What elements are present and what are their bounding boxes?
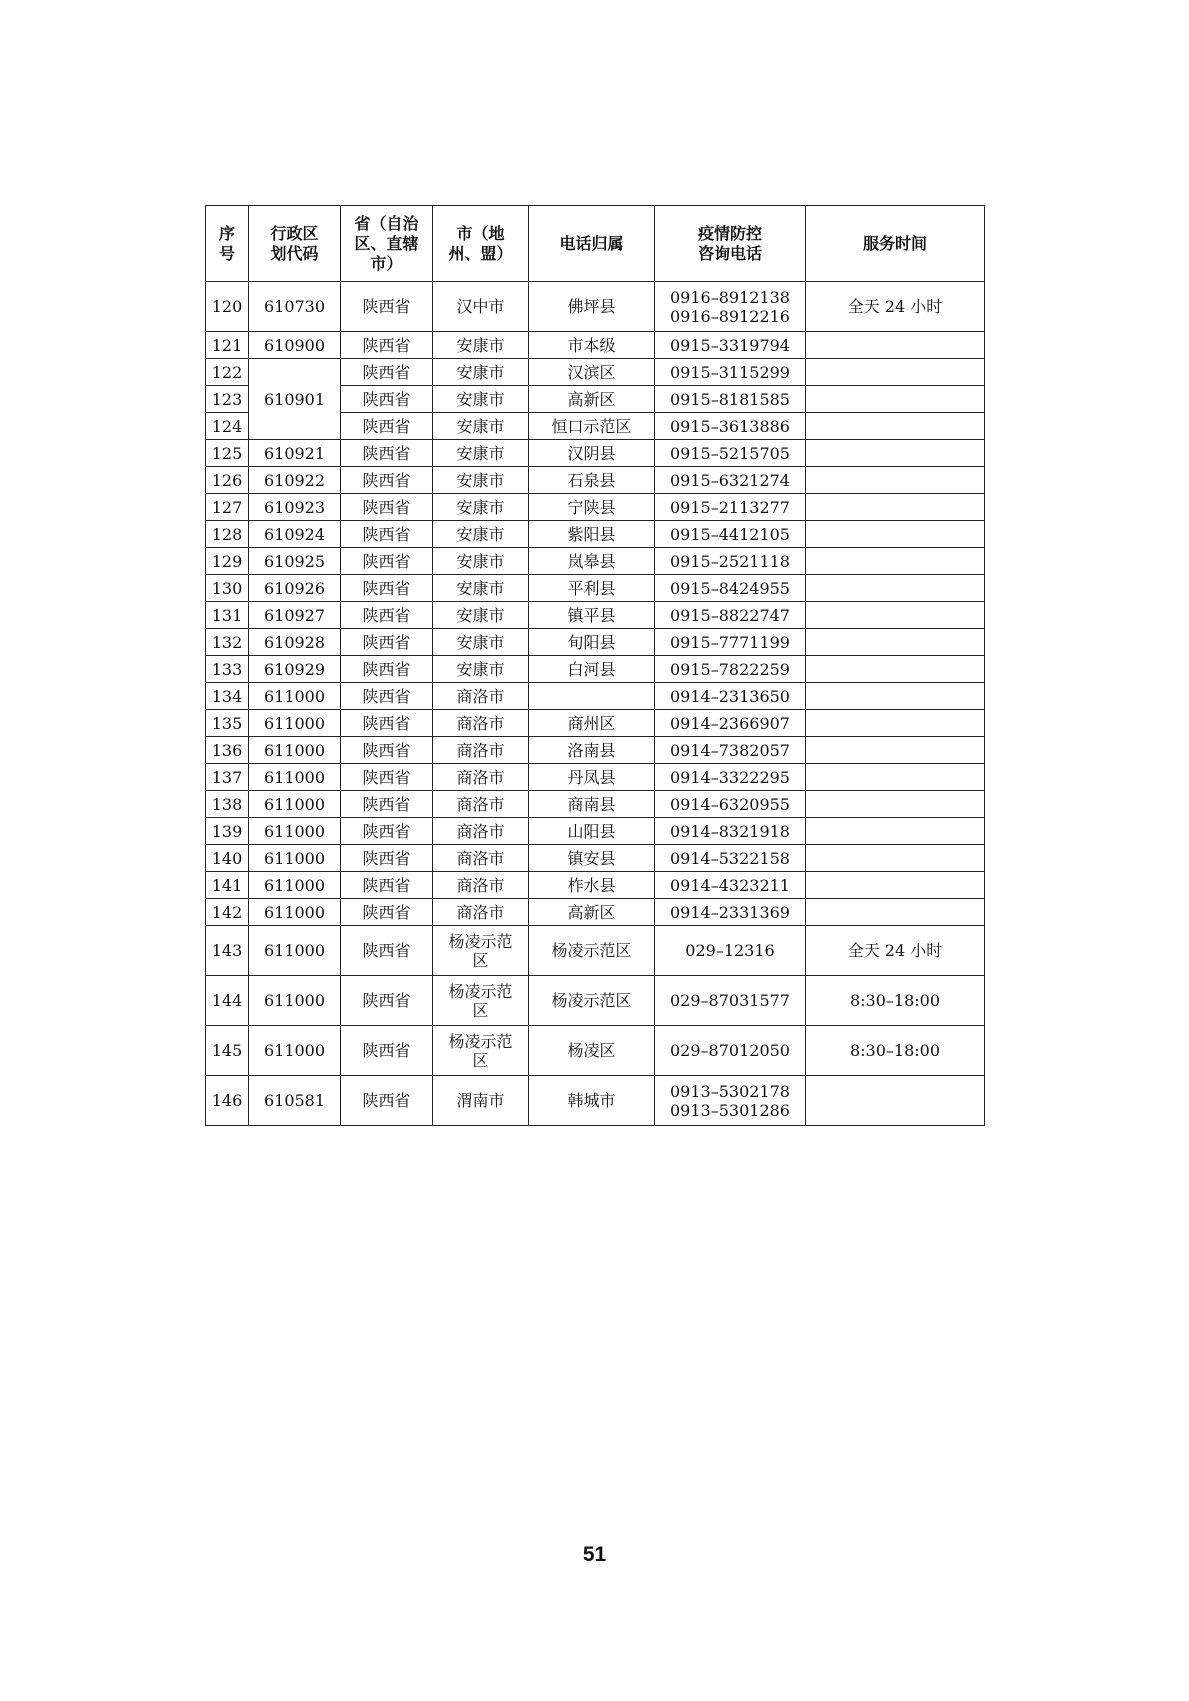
table-row bbox=[206, 791, 985, 818]
cell-hotline: 0914–2313650 bbox=[655, 683, 806, 710]
cell-phone-area: 高新区 bbox=[529, 386, 655, 413]
cell-city: 安康市 bbox=[433, 521, 529, 548]
cell-province: 陕西省 bbox=[341, 710, 433, 737]
cell-index: 125 bbox=[206, 440, 249, 467]
cell-phone-area: 镇安县 bbox=[529, 845, 655, 872]
cell-index: 122 bbox=[206, 359, 249, 386]
cell-hotline: 0914–7382057 bbox=[655, 737, 806, 764]
table-row bbox=[206, 737, 985, 764]
cell-hotline: 0914–5322158 bbox=[655, 845, 806, 872]
cell-service-hours bbox=[806, 710, 985, 737]
cell-city: 商洛市 bbox=[433, 737, 529, 764]
contact-table-container bbox=[205, 205, 985, 1126]
table-body bbox=[206, 282, 985, 1126]
cell-city: 商洛市 bbox=[433, 791, 529, 818]
cell-index: 128 bbox=[206, 521, 249, 548]
cell-region-code: 610901 bbox=[249, 359, 341, 440]
cell-service-hours: 全天 24 小时 bbox=[806, 926, 985, 976]
cell-phone-area: 汉阴县 bbox=[529, 440, 655, 467]
table-row bbox=[206, 710, 985, 737]
header-index: 序 号 bbox=[206, 206, 249, 282]
cell-index: 123 bbox=[206, 386, 249, 413]
table-row bbox=[206, 521, 985, 548]
table-row bbox=[206, 872, 985, 899]
cell-province: 陕西省 bbox=[341, 656, 433, 683]
cell-service-hours bbox=[806, 683, 985, 710]
cell-region-code: 610581 bbox=[249, 1076, 341, 1126]
cell-phone-area: 韩城市 bbox=[529, 1076, 655, 1126]
cell-province: 陕西省 bbox=[341, 764, 433, 791]
cell-phone-area: 商州区 bbox=[529, 710, 655, 737]
cell-province: 陕西省 bbox=[341, 737, 433, 764]
table-row bbox=[206, 575, 985, 602]
cell-phone-area: 洛南县 bbox=[529, 737, 655, 764]
cell-index: 131 bbox=[206, 602, 249, 629]
cell-index: 132 bbox=[206, 629, 249, 656]
cell-region-code: 611000 bbox=[249, 872, 341, 899]
cell-service-hours: 8:30–18:00 bbox=[806, 1026, 985, 1076]
cell-phone-area: 石泉县 bbox=[529, 467, 655, 494]
table-row bbox=[206, 818, 985, 845]
cell-phone-area: 市本级 bbox=[529, 332, 655, 359]
cell-service-hours bbox=[806, 629, 985, 656]
cell-service-hours bbox=[806, 494, 985, 521]
cell-service-hours bbox=[806, 521, 985, 548]
cell-index: 138 bbox=[206, 791, 249, 818]
cell-index: 129 bbox=[206, 548, 249, 575]
cell-city: 安康市 bbox=[433, 467, 529, 494]
cell-province: 陕西省 bbox=[341, 845, 433, 872]
cell-hotline: 0915–5215705 bbox=[655, 440, 806, 467]
table-row bbox=[206, 1026, 985, 1076]
cell-hotline: 0915–3613886 bbox=[655, 413, 806, 440]
cell-phone-area: 岚皋县 bbox=[529, 548, 655, 575]
cell-region-code: 610927 bbox=[249, 602, 341, 629]
cell-province: 陕西省 bbox=[341, 386, 433, 413]
cell-province: 陕西省 bbox=[341, 1026, 433, 1076]
cell-province: 陕西省 bbox=[341, 359, 433, 386]
cell-city: 商洛市 bbox=[433, 845, 529, 872]
cell-hotline: 0915–8424955 bbox=[655, 575, 806, 602]
cell-index: 121 bbox=[206, 332, 249, 359]
cell-region-code: 610923 bbox=[249, 494, 341, 521]
cell-city: 安康市 bbox=[433, 386, 529, 413]
cell-phone-area: 宁陕县 bbox=[529, 494, 655, 521]
cell-region-code: 610926 bbox=[249, 575, 341, 602]
cell-phone-area: 紫阳县 bbox=[529, 521, 655, 548]
cell-city: 安康市 bbox=[433, 602, 529, 629]
cell-hotline: 0914–8321918 bbox=[655, 818, 806, 845]
table-row bbox=[206, 602, 985, 629]
page-number: 51 bbox=[582, 1543, 607, 1566]
cell-index: 135 bbox=[206, 710, 249, 737]
cell-index: 140 bbox=[206, 845, 249, 872]
cell-phone-area: 恒口示范区 bbox=[529, 413, 655, 440]
cell-hotline: 0915–2521118 bbox=[655, 548, 806, 575]
cell-service-hours bbox=[806, 440, 985, 467]
cell-hotline: 0915–7822259 bbox=[655, 656, 806, 683]
header-service-hours: 服务时间 bbox=[806, 206, 985, 282]
cell-region-code: 610928 bbox=[249, 629, 341, 656]
cell-service-hours bbox=[806, 899, 985, 926]
cell-index: 134 bbox=[206, 683, 249, 710]
cell-city: 杨凌示范 区 bbox=[433, 926, 529, 976]
table-row bbox=[206, 976, 985, 1026]
cell-hotline: 0915–6321274 bbox=[655, 467, 806, 494]
cell-region-code: 611000 bbox=[249, 737, 341, 764]
cell-city: 汉中市 bbox=[433, 282, 529, 332]
table-row bbox=[206, 764, 985, 791]
cell-index: 146 bbox=[206, 1076, 249, 1126]
cell-region-code: 610925 bbox=[249, 548, 341, 575]
table-row bbox=[206, 656, 985, 683]
table-row bbox=[206, 440, 985, 467]
cell-service-hours bbox=[806, 548, 985, 575]
cell-city: 安康市 bbox=[433, 413, 529, 440]
cell-city: 安康市 bbox=[433, 440, 529, 467]
cell-province: 陕西省 bbox=[341, 332, 433, 359]
cell-phone-area: 柞水县 bbox=[529, 872, 655, 899]
cell-province: 陕西省 bbox=[341, 791, 433, 818]
cell-province: 陕西省 bbox=[341, 575, 433, 602]
cell-province: 陕西省 bbox=[341, 413, 433, 440]
cell-city: 商洛市 bbox=[433, 872, 529, 899]
table-row bbox=[206, 494, 985, 521]
cell-hotline: 0914–4323211 bbox=[655, 872, 806, 899]
cell-city: 商洛市 bbox=[433, 818, 529, 845]
cell-province: 陕西省 bbox=[341, 926, 433, 976]
cell-region-code: 610929 bbox=[249, 656, 341, 683]
cell-service-hours bbox=[806, 602, 985, 629]
epidemic-hotline-table bbox=[205, 205, 985, 1126]
cell-hotline: 0914–3322295 bbox=[655, 764, 806, 791]
cell-region-code: 610900 bbox=[249, 332, 341, 359]
cell-phone-area: 汉滨区 bbox=[529, 359, 655, 386]
cell-index: 124 bbox=[206, 413, 249, 440]
cell-city: 杨凌示范 区 bbox=[433, 1026, 529, 1076]
cell-phone-area: 旬阳县 bbox=[529, 629, 655, 656]
cell-service-hours: 8:30–18:00 bbox=[806, 976, 985, 1026]
table-row bbox=[206, 467, 985, 494]
table-row bbox=[206, 629, 985, 656]
table-row bbox=[206, 332, 985, 359]
cell-phone-area: 杨凌示范区 bbox=[529, 926, 655, 976]
cell-index: 141 bbox=[206, 872, 249, 899]
cell-hotline: 029–12316 bbox=[655, 926, 806, 976]
cell-index: 130 bbox=[206, 575, 249, 602]
cell-phone-area: 丹凤县 bbox=[529, 764, 655, 791]
cell-city: 商洛市 bbox=[433, 899, 529, 926]
cell-city: 商洛市 bbox=[433, 764, 529, 791]
cell-index: 144 bbox=[206, 976, 249, 1026]
cell-index: 137 bbox=[206, 764, 249, 791]
table-row bbox=[206, 1076, 985, 1126]
table-row bbox=[206, 845, 985, 872]
cell-hotline: 0916–8912138 0916–8912216 bbox=[655, 282, 806, 332]
cell-city: 杨凌示范 区 bbox=[433, 976, 529, 1026]
cell-region-code: 611000 bbox=[249, 1026, 341, 1076]
cell-province: 陕西省 bbox=[341, 548, 433, 575]
cell-hotline: 029–87012050 bbox=[655, 1026, 806, 1076]
cell-province: 陕西省 bbox=[341, 899, 433, 926]
cell-region-code: 611000 bbox=[249, 791, 341, 818]
cell-province: 陕西省 bbox=[341, 602, 433, 629]
cell-index: 143 bbox=[206, 926, 249, 976]
cell-province: 陕西省 bbox=[341, 976, 433, 1026]
cell-region-code: 611000 bbox=[249, 899, 341, 926]
cell-city: 安康市 bbox=[433, 575, 529, 602]
table-row bbox=[206, 548, 985, 575]
cell-province: 陕西省 bbox=[341, 440, 433, 467]
table-row bbox=[206, 899, 985, 926]
cell-city: 渭南市 bbox=[433, 1076, 529, 1126]
cell-region-code: 611000 bbox=[249, 683, 341, 710]
cell-hotline: 0915–3115299 bbox=[655, 359, 806, 386]
cell-region-code: 610924 bbox=[249, 521, 341, 548]
cell-city: 安康市 bbox=[433, 548, 529, 575]
cell-service-hours bbox=[806, 818, 985, 845]
cell-province: 陕西省 bbox=[341, 872, 433, 899]
cell-service-hours bbox=[806, 575, 985, 602]
table-row bbox=[206, 683, 985, 710]
header-hotline: 疫情防控 咨询电话 bbox=[655, 206, 806, 282]
cell-phone-area: 高新区 bbox=[529, 899, 655, 926]
cell-hotline: 0915–3319794 bbox=[655, 332, 806, 359]
cell-region-code: 610921 bbox=[249, 440, 341, 467]
cell-phone-area: 杨凌示范区 bbox=[529, 976, 655, 1026]
cell-phone-area: 商南县 bbox=[529, 791, 655, 818]
cell-region-code: 611000 bbox=[249, 926, 341, 976]
cell-service-hours bbox=[806, 764, 985, 791]
header-phone-area: 电话归属 bbox=[529, 206, 655, 282]
cell-service-hours bbox=[806, 467, 985, 494]
cell-phone-area: 镇平县 bbox=[529, 602, 655, 629]
cell-province: 陕西省 bbox=[341, 818, 433, 845]
cell-region-code: 610730 bbox=[249, 282, 341, 332]
cell-index: 133 bbox=[206, 656, 249, 683]
cell-phone-area: 佛坪县 bbox=[529, 282, 655, 332]
header-region-code: 行政区 划代码 bbox=[249, 206, 341, 282]
cell-service-hours bbox=[806, 872, 985, 899]
table-row bbox=[206, 926, 985, 976]
cell-index: 127 bbox=[206, 494, 249, 521]
cell-hotline: 0915–7771199 bbox=[655, 629, 806, 656]
cell-province: 陕西省 bbox=[341, 629, 433, 656]
cell-hotline: 0913–5302178 0913–5301286 bbox=[655, 1076, 806, 1126]
cell-region-code: 611000 bbox=[249, 818, 341, 845]
cell-hotline: 0915–8822747 bbox=[655, 602, 806, 629]
cell-region-code: 611000 bbox=[249, 976, 341, 1026]
cell-index: 136 bbox=[206, 737, 249, 764]
cell-service-hours: 全天 24 小时 bbox=[806, 282, 985, 332]
cell-phone-area: 山阳县 bbox=[529, 818, 655, 845]
cell-province: 陕西省 bbox=[341, 1076, 433, 1126]
cell-city: 安康市 bbox=[433, 494, 529, 521]
cell-region-code: 611000 bbox=[249, 845, 341, 872]
cell-service-hours bbox=[806, 413, 985, 440]
cell-index: 139 bbox=[206, 818, 249, 845]
header-city: 市（地 州、盟） bbox=[433, 206, 529, 282]
cell-service-hours bbox=[806, 656, 985, 683]
cell-index: 145 bbox=[206, 1026, 249, 1076]
cell-hotline: 0915–4412105 bbox=[655, 521, 806, 548]
cell-index: 142 bbox=[206, 899, 249, 926]
cell-hotline: 0915–2113277 bbox=[655, 494, 806, 521]
cell-phone-area: 白河县 bbox=[529, 656, 655, 683]
cell-hotline: 029–87031577 bbox=[655, 976, 806, 1026]
table-row bbox=[206, 359, 985, 386]
cell-city: 安康市 bbox=[433, 629, 529, 656]
cell-hotline: 0914–2366907 bbox=[655, 710, 806, 737]
cell-service-hours bbox=[806, 1076, 985, 1126]
cell-service-hours bbox=[806, 332, 985, 359]
cell-city: 安康市 bbox=[433, 656, 529, 683]
cell-city: 商洛市 bbox=[433, 683, 529, 710]
cell-phone-area: 平利县 bbox=[529, 575, 655, 602]
cell-hotline: 0915–8181585 bbox=[655, 386, 806, 413]
cell-service-hours bbox=[806, 845, 985, 872]
cell-province: 陕西省 bbox=[341, 683, 433, 710]
cell-province: 陕西省 bbox=[341, 282, 433, 332]
cell-city: 安康市 bbox=[433, 359, 529, 386]
cell-service-hours bbox=[806, 737, 985, 764]
cell-province: 陕西省 bbox=[341, 467, 433, 494]
cell-index: 120 bbox=[206, 282, 249, 332]
header-province: 省（自治 区、直辖 市） bbox=[341, 206, 433, 282]
table-header-row bbox=[206, 206, 985, 282]
cell-hotline: 0914–2331369 bbox=[655, 899, 806, 926]
cell-service-hours bbox=[806, 359, 985, 386]
cell-index: 126 bbox=[206, 467, 249, 494]
cell-region-code: 610922 bbox=[249, 467, 341, 494]
cell-region-code: 611000 bbox=[249, 764, 341, 791]
cell-region-code: 611000 bbox=[249, 710, 341, 737]
cell-city: 商洛市 bbox=[433, 710, 529, 737]
cell-service-hours bbox=[806, 791, 985, 818]
cell-city: 安康市 bbox=[433, 332, 529, 359]
table-row bbox=[206, 282, 985, 332]
cell-hotline: 0914–6320955 bbox=[655, 791, 806, 818]
cell-service-hours bbox=[806, 386, 985, 413]
cell-province: 陕西省 bbox=[341, 521, 433, 548]
cell-phone-area bbox=[529, 683, 655, 710]
cell-phone-area: 杨凌区 bbox=[529, 1026, 655, 1076]
cell-province: 陕西省 bbox=[341, 494, 433, 521]
